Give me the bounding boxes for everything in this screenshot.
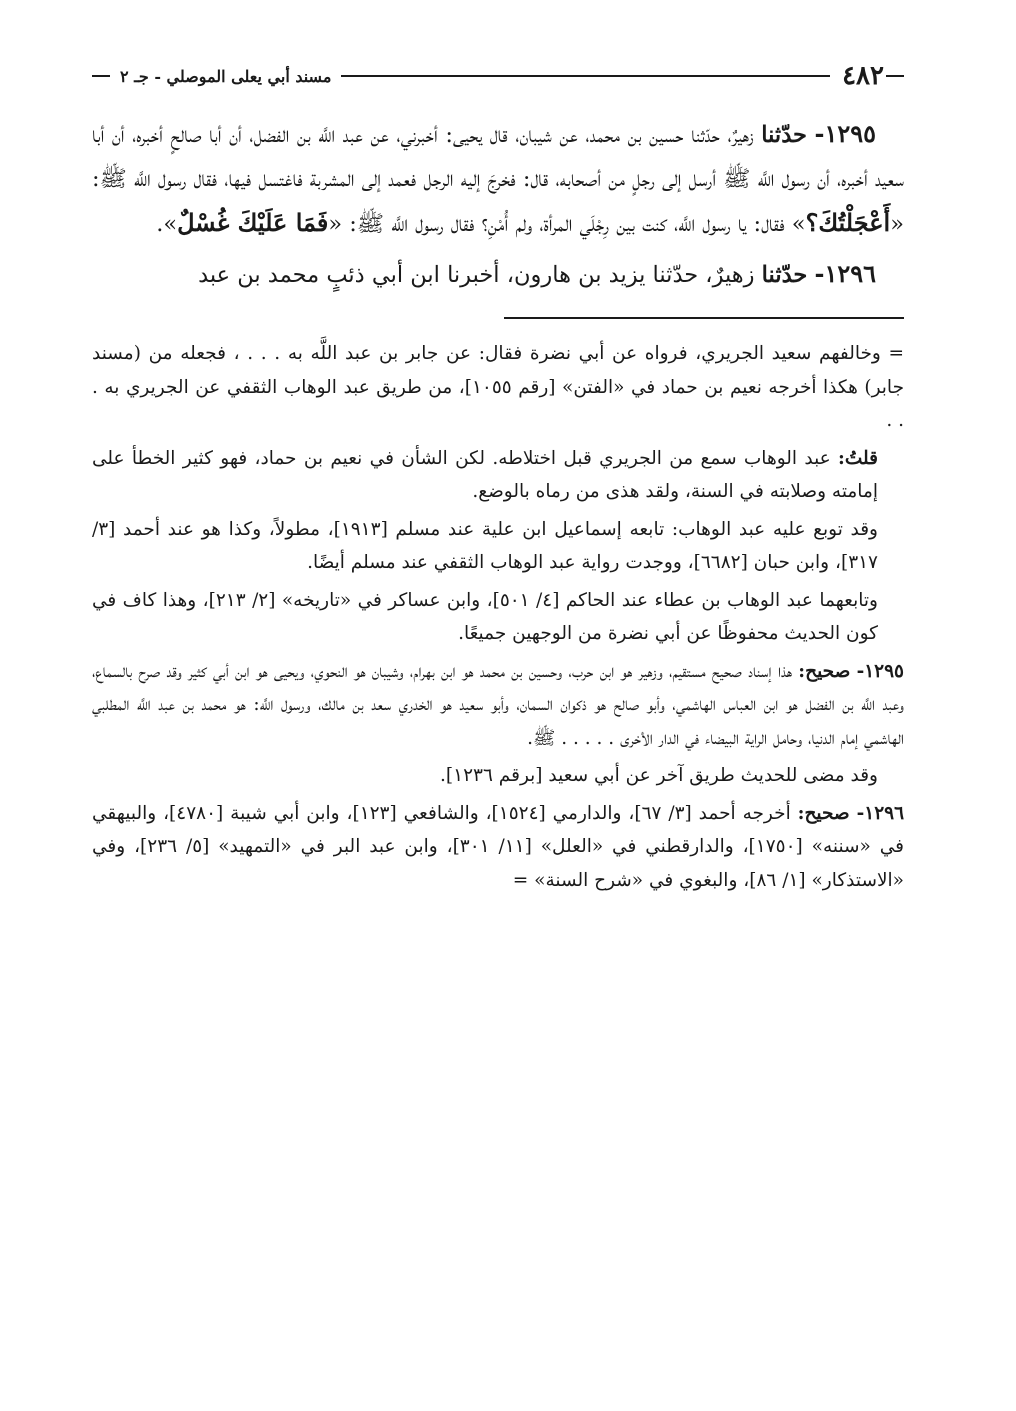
footnote-paragraph: وتابعهما عبد الوهاب بن عطاء عند الحاكم [٤/ ٥٠١]، وابن عساكر في «تاريخه» [٢/ ٢١٣]، وهذا كاف في كون الحديث محفوظًا عن أبي نضرة من الوجهين جميعًا. [92,589,878,644]
header-dash [886,75,904,77]
book-title: مسند أبي يعلى الموصلي - جـ ٢ [120,66,332,86]
hadith-1295 [92,112,904,246]
header-rule [341,75,830,77]
prophet-speech: فَمَا عَلَيْكَ غُسْلٌ [177,208,329,237]
footnote-paragraph [92,442,904,509]
prophet-speech: أَعْجَلْتُكَ؟ [805,208,891,237]
footnote-text: هذا إسناد صحيح مستقيم، وزهير هو ابن حرب، وحسين بن محمد هو ابن بهرام، وشيبان هو النحوي، ويحيى هو ابن أبي كثير وقد صرح بالسماع، وعبد اللَّه بن الفضل هو ابن العباس الهاشمي، وأبو صالح هو ذكوان السمان، وأبو سعيد هو الخدري سعد بن مالك، ورسول اللَّه: هو محمد بن عبد اللَّه المطلبي الهاشمي إمام الدنيا، وحامل الراية البيضاء في الدار الأخرى . . . . . ﷺ. [92,660,904,749]
hadith-1296 [92,252,904,297]
footnote-text: أخرجه أحمد [٣/ ٦٧]، والدارمي [١٥٢٤]، والشافعي [١٢٣]، وابن أبي شيبة [٤٧٨٠]، والبيهقي في «سننه» [١٧٥٠]، والدارقطني في «العلل» [١١/ ٣٠١]، وابن عبد البر في «التمهيد» [٥/ ٢٣٦]، وفي «الاستذكار» [١/ ٨٦]، والبغوي في «شرح السنة» = [92,802,904,891]
footnote-separator [504,317,904,319]
hadith-text: ». [156,211,178,237]
hadith-lead: حدّثنا [761,122,807,148]
footnote-paragraph: وقد مضى للحديث طريق آخر عن أبي سعيد [برقم ١٢٣٦]. [440,765,878,786]
footnote-number: ١٢٩٥- [856,660,904,682]
hadith-number: ١٢٩٥- [814,119,876,148]
hadith-number: ١٢٩٦- [814,259,876,288]
document-page [92,58,904,901]
hadith-text: زهيرٌ، حدّثنا يزيد بن هارون، أخبرنا ابن أبي ذئبٍ محمد بن عبد [198,262,755,288]
footnotes [92,337,904,897]
hadith-text: زهيرٌ، حدّثنا حسين بن محمد، عن شيبان، قال يحيى: أخبرني، عن عبد اللَّه بن الفضل، أن أبا صالحٍ أخبره، أن أبا سعيد أخبره، أن رسول اللَّه ﷺ أرسل إلى رجلٍ من أصحابه، قال: فخرجَ إليه الرجل فعمد إلى المشربة فاغتسل فيها، فقال رسول اللَّه ﷺ: « [92,122,904,237]
running-header [92,58,904,94]
footnote-number: ١٢٩٦- [856,802,905,824]
footnote-lead: صحيح: [797,802,850,824]
footnote-lead: صحيح: [798,660,851,682]
footnote-paragraph: وقد توبع عليه عبد الوهاب: تابعه إسماعيل ابن علية عند مسلم [١٩١٣]، مطولاً، وكذا هو عند أحمد [٣/ ٣١٧]، وابن حبان [٦٦٨٢]، ووجدت رواية عبد الوهاب الثقفي عند مسلم أيضًا. [92,518,878,573]
footnote-paragraph: = وخالفهم سعيد الجريري، فرواه عن أبي نضرة فقال: عن جابر بن عبد اللَّه به . . . ، فجعله من (مسند جابر) هكذا أخرجه نعيم بن حماد في «الفتن» [رقم ١٠٥٥]، من طريق عبد الوهاب الثقفي عن الجريري به . . . [92,343,905,431]
footnote-1295 [92,655,904,756]
hadith-text: » فقال: يا رسول اللَّه، كنت بين رِجْلَي المرأة، ولم أُمْنِ؟ فقال رسول اللَّه ﷺ: « [328,211,806,237]
footnote-text: عبد الوهاب سمع من الجريري قبل اختلاطه. لكن الشأن في نعيم بن حماد، فهو كثير الخطأ على إمامته وصلابته في السنة، ولقد هذى من رماه بالوضع. [92,447,878,502]
page-number: ٤٨٢ [842,61,884,91]
footnote-lead: قلتُ: [838,447,878,469]
footnote-1296 [92,797,904,898]
hadith-lead: حدّثنا [761,262,808,288]
header-dash [92,75,110,77]
main-text [92,112,904,297]
